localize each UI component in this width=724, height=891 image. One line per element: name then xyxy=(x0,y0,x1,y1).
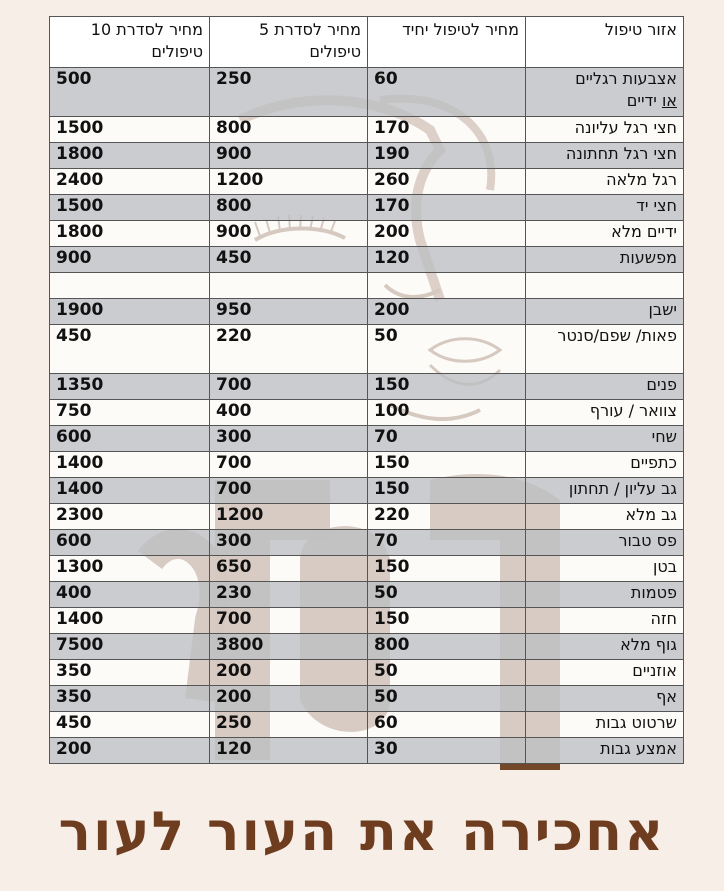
cell-price-series10: 1300 xyxy=(50,556,210,582)
cell-price-series5: 300 xyxy=(210,530,368,556)
cell-price-series5: 700 xyxy=(210,374,368,400)
cell-price-series5: 800 xyxy=(210,195,368,221)
cell-price-single: 30 xyxy=(368,738,526,764)
table-row xyxy=(50,738,684,764)
cell-area: מפשעות xyxy=(526,247,684,273)
cell-price-single: 200 xyxy=(368,299,526,325)
cell-price-single: 120 xyxy=(368,247,526,273)
cell-price-single: 150 xyxy=(368,608,526,634)
cell-price-series10: 1900 xyxy=(50,299,210,325)
table-row xyxy=(50,686,684,712)
table-row xyxy=(50,452,684,478)
cell-price-series5: 950 xyxy=(210,299,368,325)
cell-price-series5: 1200 xyxy=(210,169,368,195)
table-row xyxy=(50,143,684,169)
cell-price-series10: 1400 xyxy=(50,478,210,504)
table-row xyxy=(50,273,684,299)
cell-price-series10: 400 xyxy=(50,582,210,608)
brand-tagline: אחכירה את העור לעור xyxy=(58,800,666,863)
cell-price-series5: 400 xyxy=(210,400,368,426)
cell-area: רגל מלאה xyxy=(526,169,684,195)
table-row xyxy=(50,117,684,143)
cell-area: בטן xyxy=(526,556,684,582)
cell-price-series10: 450 xyxy=(50,325,210,374)
cell-price-series5: 900 xyxy=(210,143,368,169)
cell-price-series5: 3800 xyxy=(210,634,368,660)
cell-price-series5: 700 xyxy=(210,452,368,478)
cell-price-single: 800 xyxy=(368,634,526,660)
cell-price-series10 xyxy=(50,273,210,299)
table-row xyxy=(50,68,684,117)
cell-area: פטמות xyxy=(526,582,684,608)
table-row xyxy=(50,195,684,221)
cell-price-single: 50 xyxy=(368,325,526,374)
cell-price-series5: 250 xyxy=(210,68,368,117)
table-row xyxy=(50,504,684,530)
cell-price-series10: 600 xyxy=(50,530,210,556)
cell-price-series10: 2300 xyxy=(50,504,210,530)
table-row xyxy=(50,325,684,374)
cell-area xyxy=(526,273,684,299)
cell-price-series10: 1500 xyxy=(50,195,210,221)
cell-price-single: 70 xyxy=(368,426,526,452)
header-single-price: מחיר לטיפול יחיד xyxy=(368,17,526,68)
cell-price-series5: 200 xyxy=(210,686,368,712)
cell-price-series5: 220 xyxy=(210,325,368,374)
cell-price-series5: 700 xyxy=(210,608,368,634)
cell-area: אוזניים xyxy=(526,660,684,686)
table-row xyxy=(50,582,684,608)
cell-price-single: 100 xyxy=(368,400,526,426)
cell-price-single: 60 xyxy=(368,712,526,738)
cell-price-series10: 1400 xyxy=(50,608,210,634)
cell-price-single: 150 xyxy=(368,478,526,504)
cell-area: חצי יד xyxy=(526,195,684,221)
table-header-row xyxy=(50,17,684,68)
header-series-10-price: מחיר לסדרת 10 טיפולים xyxy=(50,17,210,68)
cell-area: צוואר / עורף xyxy=(526,400,684,426)
cell-area: כתפיים xyxy=(526,452,684,478)
cell-area: פנים xyxy=(526,374,684,400)
table-row xyxy=(50,169,684,195)
cell-price-series10: 1800 xyxy=(50,221,210,247)
cell-price-series10: 1800 xyxy=(50,143,210,169)
cell-price-series5 xyxy=(210,273,368,299)
header-series-5-price: מחיר לסדרת 5 טיפולים xyxy=(210,17,368,68)
cell-price-single: 260 xyxy=(368,169,526,195)
cell-price-single: 50 xyxy=(368,686,526,712)
table-row xyxy=(50,608,684,634)
cell-area: אצבעות רגליים או ידיים xyxy=(526,68,684,117)
cell-area: שחי xyxy=(526,426,684,452)
cell-area: פס טבור xyxy=(526,530,684,556)
table-row xyxy=(50,634,684,660)
cell-price-single: 70 xyxy=(368,530,526,556)
cell-price-series5: 800 xyxy=(210,117,368,143)
table-row xyxy=(50,299,684,325)
cell-price-series10: 2400 xyxy=(50,169,210,195)
cell-price-single: 170 xyxy=(368,195,526,221)
cell-area: שרטוט גבות xyxy=(526,712,684,738)
cell-price-series5: 650 xyxy=(210,556,368,582)
cell-price-single: 150 xyxy=(368,556,526,582)
cell-area: גב מלא xyxy=(526,504,684,530)
cell-area: גב עליון / תחתון xyxy=(526,478,684,504)
cell-price-single: 190 xyxy=(368,143,526,169)
table-row xyxy=(50,426,684,452)
cell-price-series10: 750 xyxy=(50,400,210,426)
cell-price-series5: 230 xyxy=(210,582,368,608)
table-row xyxy=(50,247,684,273)
table-row xyxy=(50,556,684,582)
table-row xyxy=(50,530,684,556)
cell-price-series10: 450 xyxy=(50,712,210,738)
cell-price-series5: 450 xyxy=(210,247,368,273)
cell-price-series10: 1350 xyxy=(50,374,210,400)
cell-area: חצי רגל עליונה xyxy=(526,117,684,143)
cell-area: ידיים מלא xyxy=(526,221,684,247)
cell-area: גוף מלא xyxy=(526,634,684,660)
cell-price-series10: 1500 xyxy=(50,117,210,143)
table-row xyxy=(50,478,684,504)
cell-price-series5: 200 xyxy=(210,660,368,686)
cell-price-series10: 500 xyxy=(50,68,210,117)
cell-price-single: 200 xyxy=(368,221,526,247)
table-row xyxy=(50,660,684,686)
cell-price-series10: 7500 xyxy=(50,634,210,660)
cell-area: חצי רגל תחתונה xyxy=(526,143,684,169)
cell-price-single: 150 xyxy=(368,374,526,400)
cell-price-series5: 250 xyxy=(210,712,368,738)
cell-area: אמצע גבות xyxy=(526,738,684,764)
table-row xyxy=(50,221,684,247)
cell-area: אף xyxy=(526,686,684,712)
cell-price-series10: 900 xyxy=(50,247,210,273)
cell-price-single: 220 xyxy=(368,504,526,530)
cell-price-single: 50 xyxy=(368,582,526,608)
cell-price-single: 150 xyxy=(368,452,526,478)
cell-price-series5: 120 xyxy=(210,738,368,764)
cell-price-series10: 1400 xyxy=(50,452,210,478)
cell-price-single xyxy=(368,273,526,299)
cell-price-series10: 350 xyxy=(50,660,210,686)
cell-area: פאות/ שפם/סנטר xyxy=(526,325,684,374)
cell-price-series5: 900 xyxy=(210,221,368,247)
cell-price-series10: 200 xyxy=(50,738,210,764)
cell-price-series10: 350 xyxy=(50,686,210,712)
cell-price-single: 60 xyxy=(368,68,526,117)
cell-price-series10: 600 xyxy=(50,426,210,452)
cell-price-single: 50 xyxy=(368,660,526,686)
price-table xyxy=(49,16,684,764)
cell-price-series5: 1200 xyxy=(210,504,368,530)
table-row xyxy=(50,400,684,426)
header-area: אזור טיפול xyxy=(526,17,684,68)
cell-price-series5: 700 xyxy=(210,478,368,504)
cell-price-single: 170 xyxy=(368,117,526,143)
cell-area: חזה xyxy=(526,608,684,634)
table-row xyxy=(50,712,684,738)
cell-price-series5: 300 xyxy=(210,426,368,452)
table-row xyxy=(50,374,684,400)
cell-area: ישבן xyxy=(526,299,684,325)
